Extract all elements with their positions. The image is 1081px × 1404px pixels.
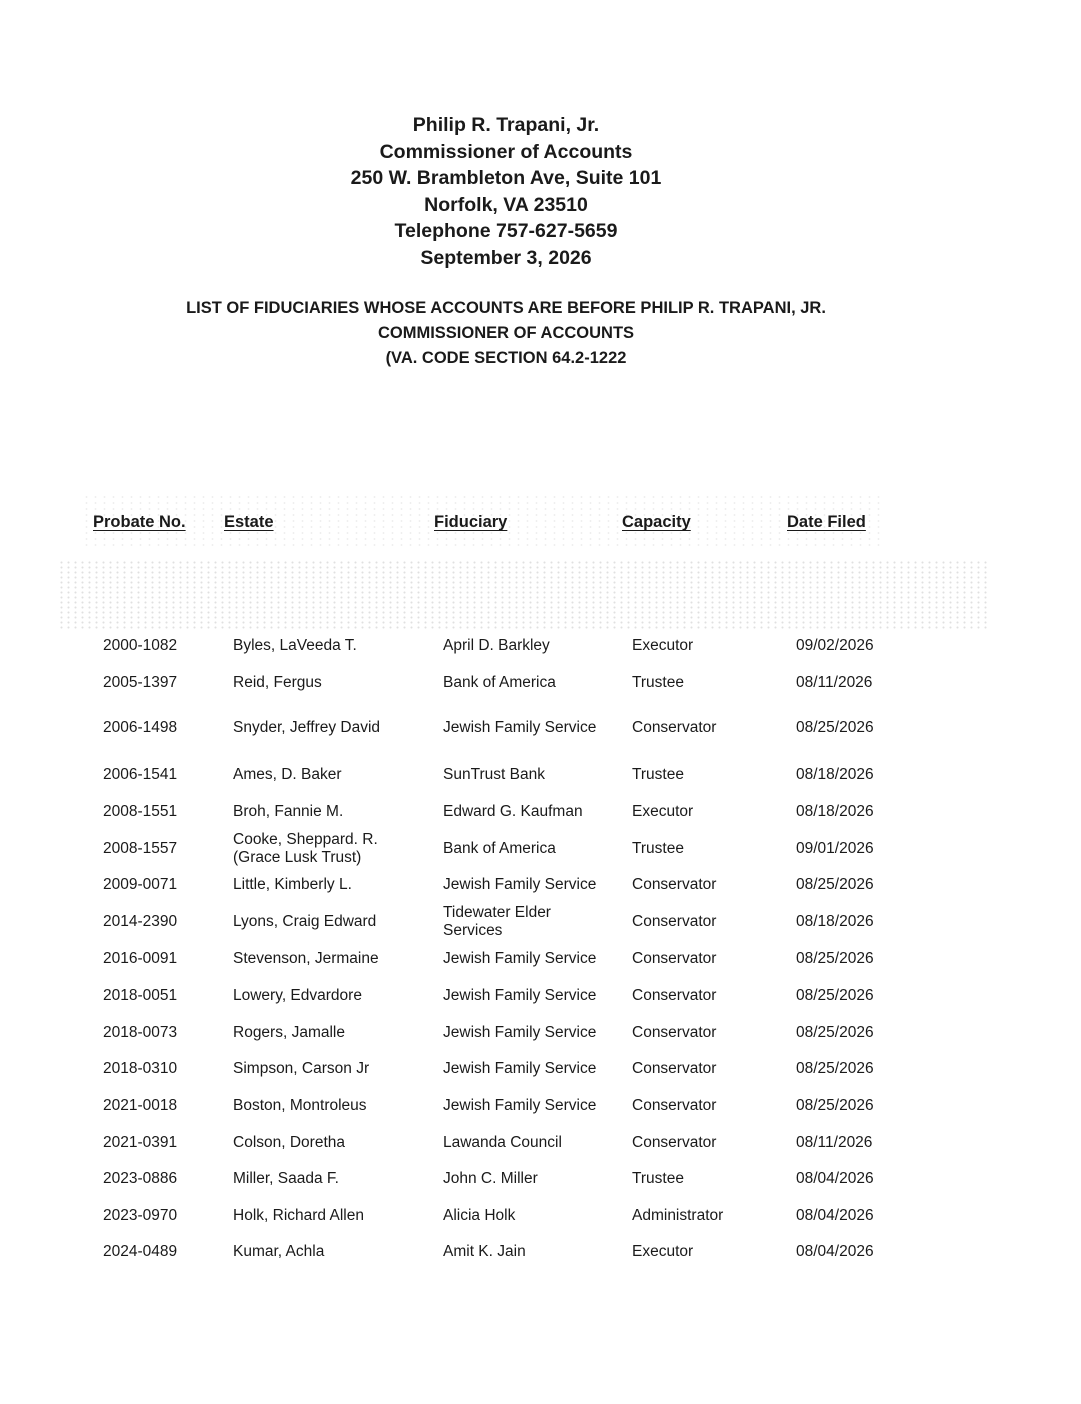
fiduciary-name-line: Lawanda Council — [443, 1134, 562, 1151]
date-filed: 09/02/2026 — [796, 637, 874, 654]
commissioner-name: Philip R. Trapani, Jr. — [412, 114, 600, 136]
capacity: Conservator — [632, 1097, 717, 1114]
estate-name — [233, 792, 433, 832]
capacity: Conservator — [632, 1024, 717, 1041]
fiduciary-name — [443, 939, 623, 979]
fiduciary-name-line: Jewish Family Service — [443, 719, 597, 736]
estate-name — [233, 1013, 433, 1053]
estate-name-line: Holk, Richard Allen — [233, 1207, 364, 1224]
fiduciary-name — [443, 755, 623, 795]
estate-name — [233, 902, 433, 942]
probate-number: 2008-1557 — [103, 840, 178, 857]
date-filed: 08/25/2026 — [796, 950, 874, 967]
estate-name-line: Rogers, Jamalle — [233, 1024, 345, 1041]
table-row — [0, 1159, 1081, 1199]
date-filed: 08/11/2026 — [796, 674, 873, 691]
capacity: Conservator — [632, 876, 717, 893]
fiduciary-name-line: Jewish Family Service — [443, 876, 597, 893]
estate-name — [233, 663, 433, 703]
column-header-date-filed: Date Filed — [787, 513, 866, 531]
estate-name-line: (Grace Lusk Trust) — [233, 849, 362, 866]
capacity: Executor — [632, 803, 694, 820]
fiduciary-name — [443, 902, 623, 942]
fiduciary-name — [443, 1196, 623, 1236]
estate-name — [233, 1159, 433, 1199]
date-filed: 08/25/2026 — [796, 719, 874, 736]
table-row — [0, 755, 1081, 795]
estate-name-line: Lyons, Craig Edward — [233, 913, 377, 930]
fiduciary-name — [443, 708, 623, 748]
estate-name-line: Kumar, Achla — [233, 1243, 325, 1260]
table-row — [0, 792, 1081, 832]
estate-name-line: Broh, Fannie M. — [233, 803, 344, 820]
probate-number: 2018-0073 — [103, 1024, 178, 1041]
probate-number: 2024-0489 — [103, 1243, 178, 1260]
probate-number: 2018-0051 — [103, 987, 178, 1004]
table-row — [0, 1232, 1081, 1272]
estate-name — [233, 755, 433, 795]
capacity: Trustee — [632, 1170, 684, 1187]
date-filed: 08/25/2026 — [796, 876, 874, 893]
estate-name-line: Ames, D. Baker — [233, 766, 342, 783]
probate-number: 2000-1082 — [103, 637, 178, 654]
estate-name-line: Boston, Montroleus — [233, 1097, 367, 1114]
fiduciary-name — [443, 792, 623, 832]
date-filed: 08/25/2026 — [796, 987, 874, 1004]
fiduciary-name — [443, 865, 623, 905]
estate-name-line: Byles, LaVeeda T. — [233, 637, 357, 654]
date-filed: 08/25/2026 — [796, 1024, 874, 1041]
capacity: Trustee — [632, 840, 684, 857]
estate-name — [233, 939, 433, 979]
probate-number: 2005-1397 — [103, 674, 178, 691]
fiduciary-name — [443, 626, 623, 666]
address-city: Norfolk, VA 23510 — [424, 193, 588, 216]
column-header-probate-no: Probate No. — [93, 513, 186, 531]
estate-name — [233, 1123, 433, 1163]
table-row — [0, 976, 1081, 1016]
table-row — [0, 939, 1081, 979]
table-row — [0, 663, 1081, 703]
commissioner-title: Commissioner of Accounts — [379, 140, 633, 163]
fiduciary-name — [443, 1123, 623, 1163]
estate-name — [233, 1086, 433, 1126]
capacity: Conservator — [632, 719, 717, 736]
date-filed: 08/04/2026 — [796, 1243, 874, 1260]
fiduciary-name-line: John C. Miller — [443, 1170, 538, 1187]
fiduciary-name-line: Jewish Family Service — [443, 987, 597, 1004]
fiduciary-name-line: April D. Barkley — [443, 637, 550, 654]
date-filed: 08/18/2026 — [796, 913, 874, 930]
date-filed: 08/25/2026 — [796, 1097, 874, 1114]
date-filed: 08/18/2026 — [796, 803, 874, 820]
capacity: Conservator — [632, 950, 717, 967]
scan-noise — [58, 560, 988, 630]
document-heading — [0, 296, 1012, 371]
table-row — [0, 865, 1081, 905]
table-row — [0, 1013, 1081, 1053]
capacity: Conservator — [632, 1060, 717, 1077]
fiduciary-name-line: Tidewater Elder — [443, 904, 551, 921]
probate-number: 2023-0886 — [103, 1170, 178, 1187]
document-date: September 3, 2026 — [420, 246, 592, 269]
estate-name — [233, 1196, 433, 1236]
capacity: Conservator — [632, 913, 717, 930]
estate-name — [233, 976, 433, 1016]
capacity: Trustee — [632, 674, 684, 691]
fiduciary-name — [443, 976, 623, 1016]
fiduciary-name — [443, 1086, 623, 1126]
date-filed: 08/11/2026 — [796, 1134, 873, 1151]
estate-name — [233, 708, 433, 748]
table-row — [0, 829, 1081, 869]
fiduciary-name-line: Alicia Holk — [443, 1207, 516, 1224]
fiduciary-name-line: Amit K. Jain — [443, 1243, 526, 1260]
probate-number: 2014-2390 — [103, 913, 178, 930]
date-filed: 08/25/2026 — [796, 1060, 874, 1077]
table-row — [0, 1123, 1081, 1163]
estate-name — [233, 1232, 433, 1272]
probate-number: 2006-1498 — [103, 719, 178, 736]
capacity: Conservator — [632, 987, 717, 1004]
date-filed: 08/04/2026 — [796, 1170, 874, 1187]
fiduciary-name-line: Bank of America — [443, 840, 556, 857]
estate-name — [233, 865, 433, 905]
estate-name-line: Simpson, Carson Jr — [233, 1060, 370, 1077]
estate-name-line: Colson, Doretha — [233, 1134, 346, 1151]
heading-line-1: LIST OF FIDUCIARIES WHOSE ACCOUNTS ARE BEFORE PHILIP R. TRAPANI, JR. — [186, 299, 826, 317]
fiduciary-name-line: Edward G. Kaufman — [443, 803, 583, 820]
probate-number: 2009-0071 — [103, 876, 178, 893]
table-row — [0, 1196, 1081, 1236]
estate-name-line: Lowery, Edvardore — [233, 987, 362, 1004]
fiduciary-name — [443, 829, 623, 869]
estate-name-line: Cooke, Sheppard. R. — [233, 831, 378, 848]
estate-name-line: Stevenson, Jermaine — [233, 950, 379, 967]
probate-number: 2021-0018 — [103, 1097, 178, 1114]
probate-number: 2023-0970 — [103, 1207, 178, 1224]
fiduciary-name — [443, 663, 623, 703]
date-filed: 08/18/2026 — [796, 766, 874, 783]
estate-name — [233, 626, 433, 666]
fiduciary-name-line: Services — [443, 922, 503, 939]
table-row — [0, 1086, 1081, 1126]
address-street: 250 W. Brambleton Ave, Suite 101 — [350, 167, 662, 189]
estate-name-line: Miller, Saada F. — [233, 1170, 339, 1187]
probate-number: 2008-1551 — [103, 803, 178, 820]
probate-number: 2016-0091 — [103, 950, 178, 967]
table-row — [0, 626, 1081, 666]
fiduciary-name-line: Jewish Family Service — [443, 1024, 597, 1041]
telephone: Telephone 757-627-5659 — [394, 220, 618, 242]
estate-name-line: Reid, Fergus — [233, 674, 322, 691]
probate-number: 2021-0391 — [103, 1134, 178, 1151]
estate-name-line: Little, Kimberly L. — [233, 876, 352, 893]
column-header-capacity: Capacity — [622, 513, 691, 531]
estate-name — [233, 829, 433, 869]
heading-line-3: (VA. CODE SECTION 64.2-1222 — [385, 349, 627, 367]
capacity: Administrator — [632, 1207, 724, 1224]
estate-name — [233, 1049, 433, 1089]
estate-name-line: Snyder, Jeffrey David — [233, 719, 381, 736]
heading-line-2: COMMISSIONER OF ACCOUNTS — [377, 324, 635, 342]
fiduciary-name-line: SunTrust Bank — [443, 766, 545, 783]
probate-number: 2018-0310 — [103, 1060, 178, 1077]
table-row — [0, 902, 1081, 942]
column-header-estate: Estate — [224, 513, 274, 531]
column-header-fiduciary: Fiduciary — [434, 513, 508, 531]
fiduciary-name — [443, 1049, 623, 1089]
capacity: Executor — [632, 1243, 694, 1260]
date-filed: 09/01/2026 — [796, 840, 874, 857]
fiduciary-name-line: Jewish Family Service — [443, 950, 597, 967]
capacity: Trustee — [632, 766, 684, 783]
fiduciary-name-line: Jewish Family Service — [443, 1060, 597, 1077]
fiduciary-name-line: Jewish Family Service — [443, 1097, 597, 1114]
capacity: Conservator — [632, 1134, 717, 1151]
capacity: Executor — [632, 637, 694, 654]
fiduciary-name — [443, 1159, 623, 1199]
date-filed: 08/04/2026 — [796, 1207, 874, 1224]
probate-number: 2006-1541 — [103, 766, 178, 783]
fiduciary-name — [443, 1013, 623, 1053]
table-row — [0, 708, 1081, 748]
fiduciary-name-line: Bank of America — [443, 674, 556, 691]
fiduciary-name — [443, 1232, 623, 1272]
table-row — [0, 1049, 1081, 1089]
commissioner-header — [0, 112, 1012, 271]
